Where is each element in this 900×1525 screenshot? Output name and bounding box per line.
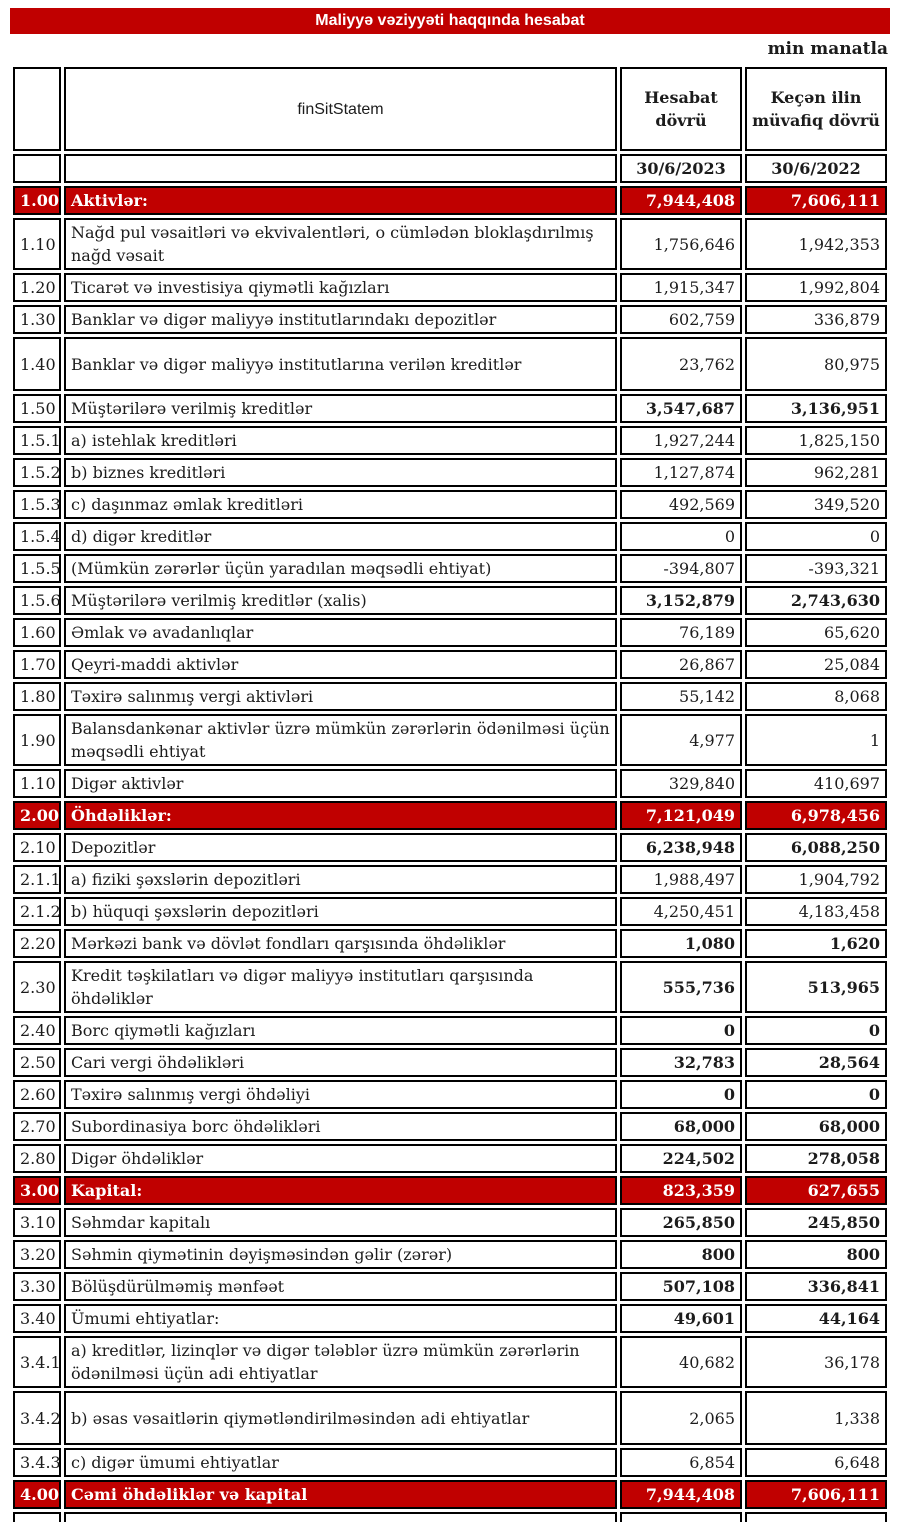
table-row — [13, 1391, 887, 1445]
row-value-current: 1,756,646 — [620, 218, 742, 270]
table-row — [13, 865, 887, 894]
row-value-current: 76,189 — [620, 618, 742, 647]
date-current-cell: 30/6/2023 — [620, 154, 742, 183]
row-value-current: 68,000 — [620, 1112, 742, 1141]
row-label: Səhmin qiymətinin dəyişməsindən gəlir (zərər) — [64, 1240, 617, 1269]
row-value-current: 329,840 — [620, 769, 742, 798]
table-row — [13, 586, 887, 615]
table-row — [13, 490, 887, 519]
row-value-previous: 1,620 — [745, 929, 887, 958]
row-value-previous: 278,058 — [745, 1144, 887, 1173]
row-value-previous: 28,564 — [745, 1048, 887, 1077]
table-row — [13, 1272, 887, 1301]
header-code-cell — [13, 67, 61, 151]
header-previous-period-cell: Keçən ilin müvafiq dövrü — [745, 67, 887, 151]
row-label: Cari vergi öhdəlikləri — [64, 1048, 617, 1077]
row-label: a) kreditlər, lizinqlər və digər tələblər üzrə mümkün zərərlərin ödənilməsi üçün adi ehtiyatlar — [64, 1336, 617, 1388]
row-value-previous: 0 — [745, 522, 887, 551]
row-value-current: 7,944,408 — [620, 186, 742, 215]
row-value-current: 7,121,049 — [620, 801, 742, 830]
table-row — [13, 682, 887, 711]
row-value-previous: 25,084 — [745, 650, 887, 679]
row-value-previous: 245,850 — [745, 1208, 887, 1237]
row-code: 1.20 — [13, 273, 61, 302]
row-code: 3.30 — [13, 1272, 61, 1301]
row-code: 4.00 — [13, 1480, 61, 1509]
row-value-current: 555,736 — [620, 961, 742, 1013]
row-code: 1.60 — [13, 618, 61, 647]
table-row — [13, 769, 887, 798]
row-code: 3.4.2 — [13, 1391, 61, 1445]
row-label: Müştərilərə verilmiş kreditlər — [64, 394, 617, 423]
row-label: Banklar və digər maliyyə institutlarındakı depozitlər — [64, 305, 617, 334]
row-label: Təxirə salınmış vergi öhdəliyi — [64, 1080, 617, 1109]
row-value-current: 55,142 — [620, 682, 742, 711]
row-value-current: 26,867 — [620, 650, 742, 679]
row-value-previous: -393,321 — [745, 554, 887, 583]
row-label: Balansdankənar aktivlər üzrə mümkün zərərlərin ödənilməsi üçün məqsədli ehtiyat — [64, 714, 617, 766]
table-body — [13, 67, 887, 1522]
row-value-current: 1,127,874 — [620, 458, 742, 487]
row-value-current: -394,807 — [620, 554, 742, 583]
table-row — [13, 1080, 887, 1109]
table-row — [13, 1208, 887, 1237]
row-value-previous: 1,992,804 — [745, 273, 887, 302]
row-code: 1.10 — [13, 769, 61, 798]
row-value-previous: 1,338 — [745, 1391, 887, 1445]
unit-note: min manatla — [767, 39, 888, 59]
row-label: Depozitlər — [64, 833, 617, 862]
row-label: Təxirə salınmış vergi aktivləri — [64, 682, 617, 711]
table-row — [13, 1304, 887, 1333]
row-code: 1.40 — [13, 337, 61, 391]
row-value-previous: 2,743,630 — [745, 586, 887, 615]
row-value-current: 0 — [620, 1016, 742, 1045]
row-label: Aktivlər: — [64, 186, 617, 215]
row-value-current: 4,977 — [620, 714, 742, 766]
row-value-previous: 0 — [745, 1016, 887, 1045]
row-label: Nağd pul vəsaitləri və ekvivalentləri, o cümlədən bloklaşdırılmış nağd vəsait — [64, 218, 617, 270]
row-code: 2.70 — [13, 1112, 61, 1141]
row-label: Borc qiymətli kağızları — [64, 1016, 617, 1045]
table-row — [13, 305, 887, 334]
table-row — [13, 1112, 887, 1141]
row-value-previous: 80,975 — [745, 337, 887, 391]
row-code: 2.80 — [13, 1144, 61, 1173]
row-value-current: 6,238,948 — [620, 833, 742, 862]
row-code: 2.10 — [13, 833, 61, 862]
row-value-previous: 962,281 — [745, 458, 887, 487]
table-row — [13, 1336, 887, 1388]
row-value-current: 492,569 — [620, 490, 742, 519]
table-row — [13, 522, 887, 551]
table-row — [13, 833, 887, 862]
row-value-previous: 7,606,111 — [745, 186, 887, 215]
row-value-current: 0 — [620, 522, 742, 551]
row-value-previous: 6,088,250 — [745, 833, 887, 862]
section-row — [13, 1480, 887, 1509]
table-row — [13, 1048, 887, 1077]
row-code: 1.50 — [13, 394, 61, 423]
row-value-current: 265,850 — [620, 1208, 742, 1237]
row-code: 2.50 — [13, 1048, 61, 1077]
row-value-previous: 4,183,458 — [745, 897, 887, 926]
row-value-previous: 3,136,951 — [745, 394, 887, 423]
row-value-previous: 0 — [745, 1080, 887, 1109]
header-current-period-cell: Hesabat dövrü — [620, 67, 742, 151]
section-row — [13, 801, 887, 830]
row-code: 1.5.1 — [13, 426, 61, 455]
table-row — [13, 897, 887, 926]
row-label: Ümumi ehtiyatlar: — [64, 1304, 617, 1333]
row-value-current: 40,682 — [620, 1336, 742, 1388]
row-value-previous: 68,000 — [745, 1112, 887, 1141]
table-row — [13, 961, 887, 1013]
row-label: Digər öhdəliklər — [64, 1144, 617, 1173]
row-code: 2.1.1 — [13, 865, 61, 894]
row-code: 1.5.4 — [13, 522, 61, 551]
row-code: 1.10 — [13, 218, 61, 270]
row-value-previous: 513,965 — [745, 961, 887, 1013]
financial-position-table — [10, 64, 890, 1525]
row-value-current: 49,601 — [620, 1304, 742, 1333]
table-header-row — [13, 67, 887, 151]
row-value-current: 1,915,347 — [620, 273, 742, 302]
row-value-current: 0 — [620, 1080, 742, 1109]
row-value-previous: 6,648 — [745, 1448, 887, 1477]
row-value-current: 224,502 — [620, 1144, 742, 1173]
row-code: 2.20 — [13, 929, 61, 958]
row-code: 2.00 — [13, 801, 61, 830]
table-row — [13, 394, 887, 423]
date-previous-cell: 30/6/2022 — [745, 154, 887, 183]
table-row — [13, 650, 887, 679]
row-value-previous: 349,520 — [745, 490, 887, 519]
row-label: Subordinasiya borc öhdəlikləri — [64, 1112, 617, 1141]
table-row — [13, 273, 887, 302]
row-label: Öhdəliklər: — [64, 801, 617, 830]
row-label: Müştərilərə verilmiş kreditlər (xalis) — [64, 586, 617, 615]
row-label: a) istehlak kreditləri — [64, 426, 617, 455]
row-label: Səhmdar kapitalı — [64, 1208, 617, 1237]
table-date-row — [13, 154, 887, 183]
table-row — [13, 1448, 887, 1477]
table-row — [13, 929, 887, 958]
table-row — [13, 714, 887, 766]
row-code: 3.4.3 — [13, 1448, 61, 1477]
section-row — [13, 186, 887, 215]
row-label: a) fiziki şəxslərin depozitləri — [64, 865, 617, 894]
date-code-cell — [13, 154, 61, 183]
row-value-current: 32,783 — [620, 1048, 742, 1077]
row-label: Ticarət və investisiya qiymətli kağızları — [64, 273, 617, 302]
report-title-banner — [10, 8, 890, 34]
row-value-previous: 627,655 — [745, 1176, 887, 1205]
row-code: 2.1.2 — [13, 897, 61, 926]
row-code: 2.30 — [13, 961, 61, 1013]
row-label: Kredit təşkilatları və digər maliyyə institutları qarşısında öhdəliklər — [64, 961, 617, 1013]
table-row — [13, 554, 887, 583]
row-value-previous: 336,841 — [745, 1272, 887, 1301]
row-value-previous: 44,164 — [745, 1304, 887, 1333]
cropped-stub-row — [13, 1512, 887, 1522]
row-label: b) hüquqi şəxslərin depozitləri — [64, 897, 617, 926]
table-row — [13, 218, 887, 270]
row-label: d) digər kreditlər — [64, 522, 617, 551]
row-value-previous: 1,825,150 — [745, 426, 887, 455]
date-name-cell — [64, 154, 617, 183]
row-value-previous: 410,697 — [745, 769, 887, 798]
row-code: 1.5.2 — [13, 458, 61, 487]
row-code: 2.60 — [13, 1080, 61, 1109]
row-value-current: 1,080 — [620, 929, 742, 958]
table-row — [13, 337, 887, 391]
row-value-previous: 36,178 — [745, 1336, 887, 1388]
row-value-current: 6,854 — [620, 1448, 742, 1477]
table-row — [13, 1016, 887, 1045]
row-code: 3.10 — [13, 1208, 61, 1237]
table-row — [13, 426, 887, 455]
row-value-previous: 1,904,792 — [745, 865, 887, 894]
row-value-previous: 8,068 — [745, 682, 887, 711]
table-row — [13, 458, 887, 487]
row-code: 1.5.3 — [13, 490, 61, 519]
row-value-current: 4,250,451 — [620, 897, 742, 926]
row-value-current: 507,108 — [620, 1272, 742, 1301]
row-value-previous: 1,942,353 — [745, 218, 887, 270]
row-code: 2.40 — [13, 1016, 61, 1045]
row-code: 3.4.1 — [13, 1336, 61, 1388]
row-code: 1.00 — [13, 186, 61, 215]
row-label: (Mümkün zərərlər üçün yaradılan məqsədli ehtiyat) — [64, 554, 617, 583]
row-label: Əmlak və avadanlıqlar — [64, 618, 617, 647]
row-code: 1.70 — [13, 650, 61, 679]
row-label: Banklar və digər maliyyə institutlarına verilən kreditlər — [64, 337, 617, 391]
row-code: 1.5.5 — [13, 554, 61, 583]
table-row — [13, 1240, 887, 1269]
row-value-current: 2,065 — [620, 1391, 742, 1445]
header-name-cell: finSitStatem — [64, 67, 617, 151]
row-label: Bölüşdürülməmiş mənfəət — [64, 1272, 617, 1301]
row-label: b) əsas vəsaitlərin qiymətləndirilməsindən adi ehtiyatlar — [64, 1391, 617, 1445]
row-value-current: 602,759 — [620, 305, 742, 334]
row-value-current: 7,944,408 — [620, 1480, 742, 1509]
row-label: Mərkəzi bank və dövlət fondları qarşısında öhdəliklər — [64, 929, 617, 958]
row-value-previous: 336,879 — [745, 305, 887, 334]
table-row — [13, 618, 887, 647]
row-label: Digər aktivlər — [64, 769, 617, 798]
row-value-current: 800 — [620, 1240, 742, 1269]
row-value-current: 23,762 — [620, 337, 742, 391]
row-value-previous: 6,978,456 — [745, 801, 887, 830]
section-row — [13, 1176, 887, 1205]
row-value-previous: 65,620 — [745, 618, 887, 647]
table-row — [13, 1144, 887, 1173]
row-value-current: 3,547,687 — [620, 394, 742, 423]
row-code: 1.80 — [13, 682, 61, 711]
row-label: c) digər ümumi ehtiyatlar — [64, 1448, 617, 1477]
row-value-current: 1,927,244 — [620, 426, 742, 455]
row-value-previous: 1 — [745, 714, 887, 766]
row-label: c) daşınmaz əmlak kreditləri — [64, 490, 617, 519]
row-code: 3.40 — [13, 1304, 61, 1333]
row-value-current: 823,359 — [620, 1176, 742, 1205]
row-code: 3.20 — [13, 1240, 61, 1269]
row-code: 3.00 — [13, 1176, 61, 1205]
report-title: Maliyyə vəziyyəti haqqında hesabat — [315, 12, 585, 29]
row-code: 1.5.6 — [13, 586, 61, 615]
row-code: 1.30 — [13, 305, 61, 334]
row-value-previous: 7,606,111 — [745, 1480, 887, 1509]
row-label: Kapital: — [64, 1176, 617, 1205]
row-value-current: 1,988,497 — [620, 865, 742, 894]
row-code: 1.90 — [13, 714, 61, 766]
row-label: Qeyri-maddi aktivlər — [64, 650, 617, 679]
row-label: Cəmi öhdəliklər və kapital — [64, 1480, 617, 1509]
row-value-previous: 800 — [745, 1240, 887, 1269]
row-value-current: 3,152,879 — [620, 586, 742, 615]
row-label: b) biznes kreditləri — [64, 458, 617, 487]
